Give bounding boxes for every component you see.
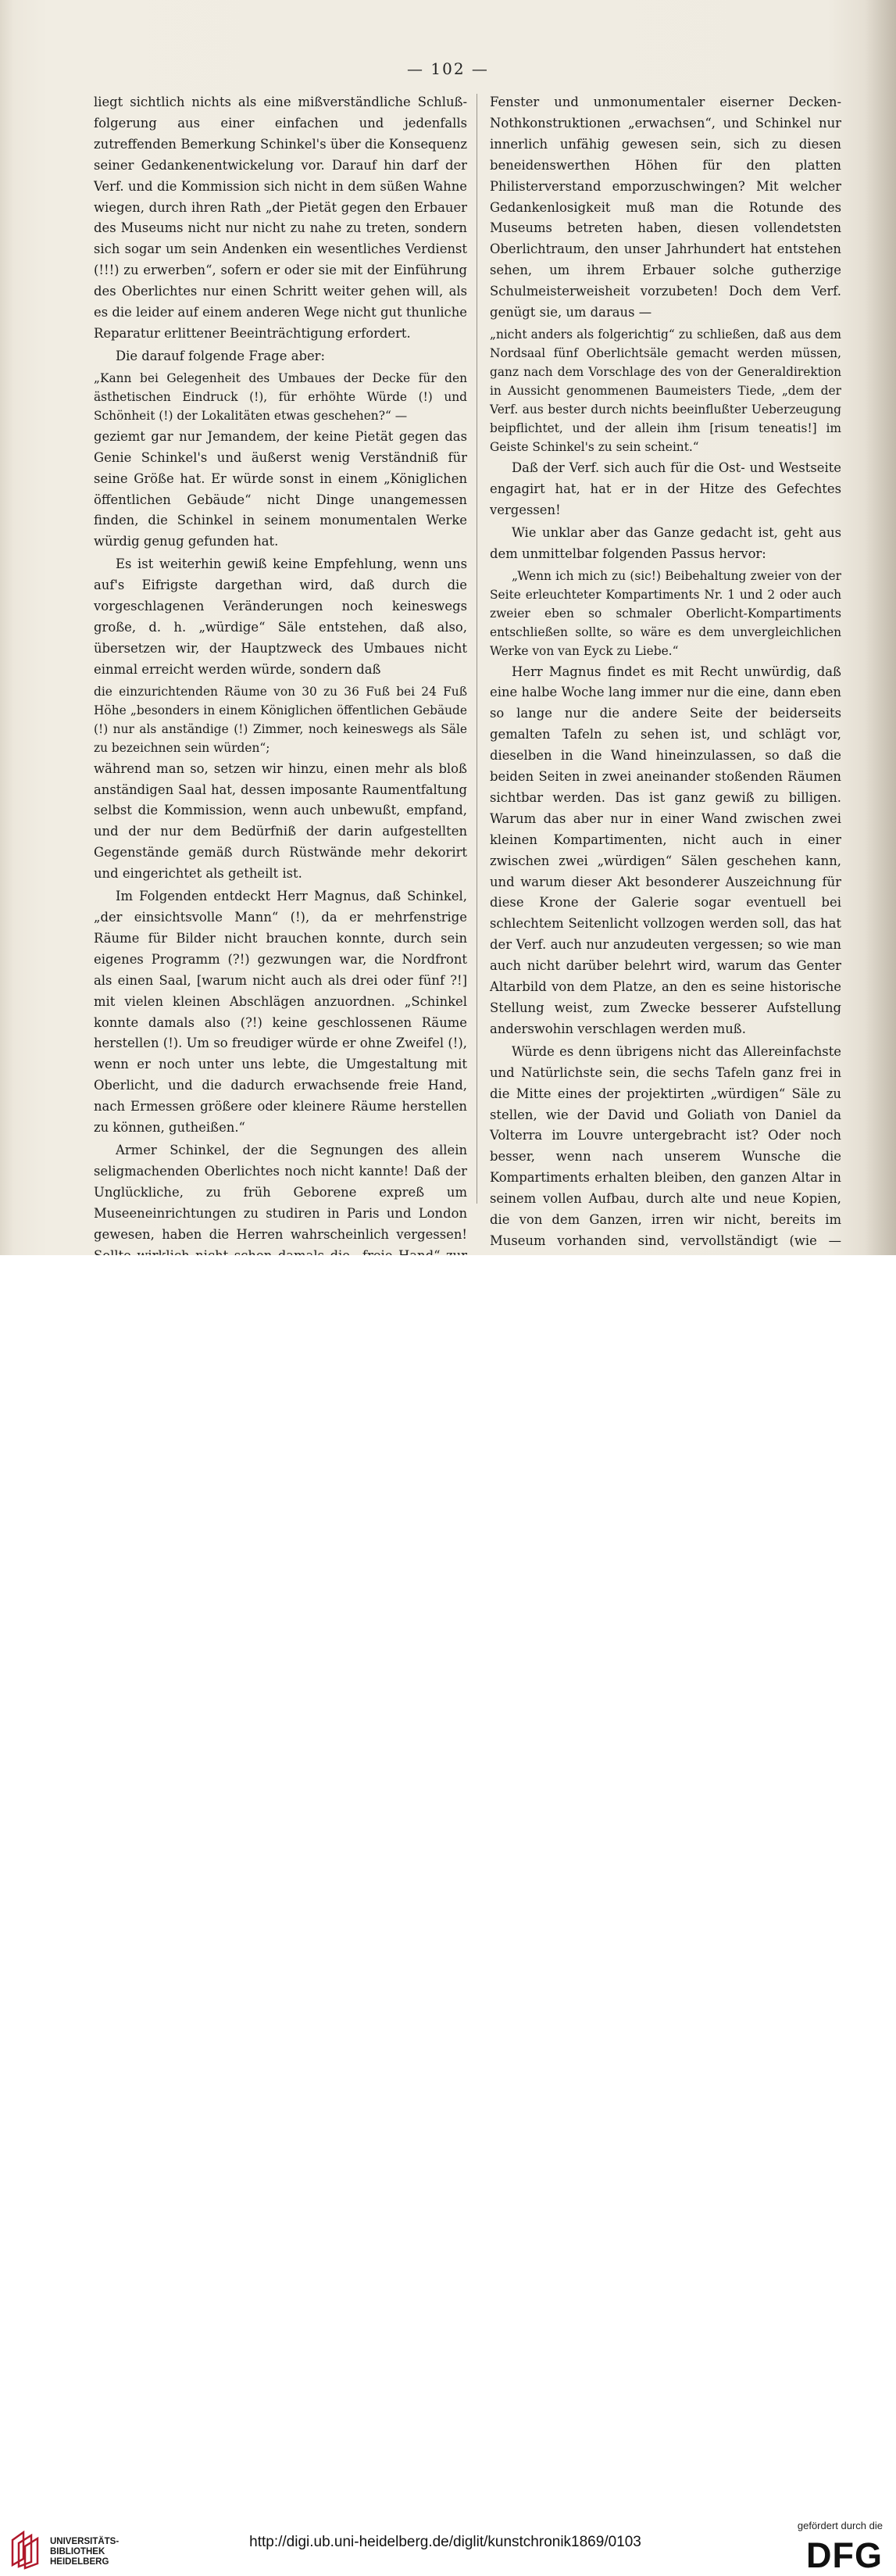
page-number: — 102 — [407,59,489,78]
quoted-paragraph: „nicht anders als folgerichtig“ zu schließen, daß aus dem Nordsaal fünf Oberlichtsäle gemacht werden müssen, ganz nach dem Vorschlage des von der Generaldirektion in Aussicht genommenen Baumeisters Tiede, „dem der Verf. aus bester durch nichts beeinflußter Ueberzeugung beipflichtet, und der allein ihm [risum teneatis!] im Geiste Schinkel's zu sein scheint.“ [490,327,841,454]
quoted-paragraph: die einzurichtenden Räume von 30 zu 36 Fuß bei 24 Fuß Höhe „besonders in einem Königlichen öffentlichen Gebäude (!) nur als anständige (!) Zimmer, noch keineswegs als Säle zu bezeichnen sein würden“; [94,684,467,755]
footer [0,1255,896,2575]
paragraph: Die darauf folgende Frage aber: [116,348,326,363]
paragraph: Im Folgenden entdeckt Herr Magnus, daß Schinkel, „der einsichtsvolle Mann“ (!), da er mehrfenstrige Räume für Bilder nicht brauchen konnte, durch sein eigenes Programm (?!) gezwungen war, die Nordfront als einen Saal, [warum nicht auch als drei oder fünf ?!] mit vielen kleinen Abschlägen anzuordnen. „Schinkel konnte damals also (?!) keine geschlossenen Räume herstellen (!). Um so freudiger würde er ohne Zweifel (!), wenn er noch unter uns lebte, die Umgestaltung mit Oberlicht, und die dadurch erwachsende freie Hand, nach Ermessen größere oder kleinere Räume herstellen zu können, gutheißen.“ [94,889,467,1136]
paragraph: Fenster und unmonumentaler eiserner Decken-Nothkonstruktionen „erwachsen“, und Schinkel nur innerlich unfähig gewesen sein, sich zu diesen beneidenswerthen Höhen für den platten Philisterverstand emporzuschwingen? Mit welcher Gedankenlosigkeit muß man die Rotunde des Museums betreten haben, diesen vollendetsten Oberlichtraum, den unser Jahrhundert hat entstehen sehen, um ihrem Erbauer solche gutherzige Schulmeisterweisheit vorzubeten! Doch dem Verf. genügt sie, um daraus — [490,95,841,320]
quoted-paragraph: „Wenn ich mich zu (sic!) Beibehaltung zweier von der Seite erleuchteter Kompartiments Nr. 1 und 2 oder auch zweier eben so schmaler Oberlicht-Kompartiments entschließen sollte, so wäre es dem unvergleichlichen Werke von van Eyck zu Liebe.“ [490,568,841,658]
paragraph: Herr Magnus findet es mit Recht unwürdig, daß eine halbe Woche lang immer nur die eine, dann eben so lange nur die andere Seite der beiderseits gemalten Tafeln zu sehen ist, und schlägt vor, dieselben in die Wand hineinzulassen, so daß die beiden Seiten in zwei aneinander stoßenden Räumen sichtbar werden. Das ist ganz gewiß zu billigen. Warum das aber nur in einer Wand zwischen zwei kleinen Kompartimenten, nicht auch in einer zwischen zwei „würdigen“ Sälen geschehen kann, und warum dieser Akt besonderer Auszeichnung für diese Krone der Galerie sogar eventuell bei schlechtem Seitenlicht vollzogen werden soll, das hat der Verf. auch nur anzudeuten vergessen; so wie man auch nicht darüber belehrt wird, warum das Genter Altarbild von dem Platze, an den es seine historische Stellung weist, zum Zwecke besserer Aufstellung anderswohin verschlagen werden muß. [490,664,841,1036]
scanned-page [0,0,896,1255]
paragraph: Daß der Verf. sich auch für die Ost- und Westseite engagirt hat, hat er in der Hitze des Gefechtes vergessen! [490,460,841,517]
dfg-logo: DFG [806,2535,883,2575]
paragraph: Es ist weiterhin gewiß keine Empfehlung, wenn uns auf's Eifrigste dargethan wird, daß durch die vorgeschlagenen Veränderungen noch keineswegs große, d. h. „würdige“ Säle entstehen, daß also, übersetzen wir, der Hauptzweck des Umbaues nicht einmal erreicht werden würde, sondern daß [94,556,467,677]
page-edge-shadow [865,0,896,1255]
left-column [94,92,467,1287]
library-logo-icon [8,2528,42,2570]
paragraph: Würde es denn übrigens nicht das Allereinfachste und Natürlichste sein, die sechs Tafeln ganz frei in die Mitte eines der projektirten „würdigen“ Säle zu stellen, wie der David und Goliath von Daniel da Volterra im Louvre untergebracht ist? Oder noch besser, wenn nach unserem Wunsche die Kompartiments erhalten bleiben, den ganzen Altar in seinem vollen Aufbau, durch alte und neue Kopien, die von dem Ganzen, irren wir nicht, bereits im Museum vorhanden sind, vervollständigt (wie — [490,1043,841,1248]
funded-by-label: gefördert durch die [797,2520,883,2531]
right-column [490,92,841,1336]
paragraph: liegt sichtlich nichts als eine mißverständliche Schluß-folgerung aus einer einfachen und jedenfalls zutreffenden Bemerkung Schinkel's über die Konsequenz seiner Gedankenentwickelung vor. Darauf hin darf der Verf. und die Kommission sich nicht in dem süßen Wahne wiegen, durch ihren Rath „der Pietät gegen den Erbauer des Museums nicht nur nicht zu nahe zu treten, sondern sich sogar um sein Andenken ein wesentliches Verdienst (!!!) zu erwerben“, sofern er oder sie mit der Einführung des Oberlichtes nur einen Schritt weiter gehen will, als es die leider auf einem anderen Wege nicht gut thunliche Reparatur erlittener Beeinträchtigung erfordert. [94,95,467,341]
paragraph: Armer Schinkel, der die Segnungen des allein seligmachenden Oberlichtes noch nicht kannte! Daß der Unglückliche, zu früh Geborene expreß um Museeneinrichtungen zu studiren in Paris und London gewesen, haben die Herren wahrscheinlich vergessen! [94,1142,467,1242]
library-name: UNIVERSITÄTS- BIBLIOTHEK HEIDELBERG [50,2537,120,2567]
paragraph: Wie unklar aber das Ganze gedacht ist, geht aus dem unmittelbar folgenden Passus hervor: [490,524,841,561]
quoted-paragraph: „Kann bei Gelegenheit des Umbaues der Decke für den ästhetischen Eindruck (!), für erhöhte Würde (!) und Schönheit (!) der Lokalitäten etwas geschehen?“ — [94,370,467,423]
paragraph: während man so, setzen wir hinzu, einen mehr als bloß anständigen Saal hat, dessen imposante Raumentfaltung selbst die Kommission, wenn auch unbewußt, empfand, und der nur dem Bedürfniß der darin aufgestellten Gegenstände gemäß durch Rüstwände mehr dekorirt und eingerichtet als getheilt ist. [94,760,467,882]
source-url[interactable]: http://digi.ub.uni-heidelberg.de/diglit/kunstchronik1869/0103 [249,2534,641,2550]
paragraph: geziemt gar nur Jemandem, der keine Pietät gegen das Genie Schinkel's und äußerst wenig Verständniß für seine Größe hat. Er würde sonst in einem „Königlichen öffentlichen Gebäude“ nicht Dinge unangemessen finden, die Schinkel in seinem monumentalen Werke würdig genug gefunden hat. [94,428,467,549]
